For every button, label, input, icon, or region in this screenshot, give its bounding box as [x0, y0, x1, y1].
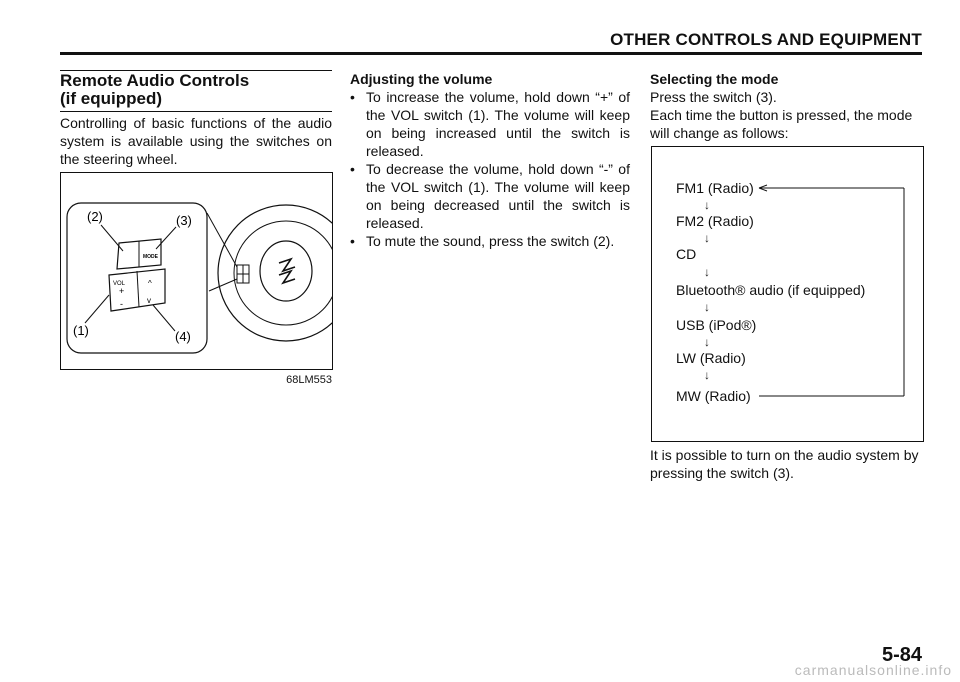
figure-code: 68LM553: [286, 374, 332, 386]
section-header: OTHER CONTROLS AND EQUIPMENT: [610, 30, 922, 49]
steering-wheel-figure: [60, 172, 333, 370]
flow-arrow-icon: ↓: [704, 265, 710, 279]
intro-paragraph: Controlling of basic functions of the audio system is available using the switches on the steering wheel.: [60, 115, 332, 167]
mode-fm2: FM2 (Radio): [676, 213, 754, 229]
mode-bluetooth: Bluetooth® audio (if equipped): [676, 282, 866, 298]
bullet-mute: • To mute the sound, press the switch (2).: [350, 232, 630, 250]
bullet-decrease-volume: • To decrease the volume, hold down “-” of the VOL switch (1). The volume will keep on being decreased until the switch is released.: [350, 160, 630, 232]
mode-usb: USB (iPod®): [676, 317, 757, 333]
header-rule: [60, 52, 922, 55]
mode-switch-text: MODE: [143, 254, 158, 260]
flow-arrow-icon: ↓: [704, 231, 710, 245]
label-1: (1): [73, 323, 89, 338]
mode-instruction-1: Press the switch (3).: [650, 89, 777, 105]
flow-arrow-icon: ↓: [704, 335, 710, 349]
section-title-line1: Remote Audio Controls: [60, 71, 250, 90]
mode-heading: Selecting the mode: [650, 71, 779, 87]
mode-flow-box: [651, 146, 924, 442]
section-title: [60, 72, 249, 108]
mode-cd: CD: [676, 246, 697, 262]
mode-instruction-2: Each time the button is pressed, the mode will change as follows:: [650, 107, 913, 141]
label-4: (4): [175, 329, 191, 344]
bullet-increase-volume: • To increase the volume, hold down “+” of the VOL switch (1). The volume will keep on being increased until the switch is released.: [350, 88, 630, 160]
up-arrow-text: ^: [148, 279, 152, 288]
mode-lw: LW (Radio): [676, 350, 746, 366]
vol-switch-text: VOL: [113, 281, 126, 287]
mode-fm1: FM1 (Radio): [676, 180, 754, 196]
flow-arrow-icon: ↓: [704, 198, 710, 212]
label-3: (3): [176, 213, 192, 228]
mode-footer-note: It is possible to turn on the audio system by pressing the switch (3).: [650, 447, 919, 481]
mode-mw: MW (Radio): [676, 388, 751, 404]
watermark: carmanualsonline.info: [794, 662, 952, 678]
vol-minus-text: -: [120, 299, 123, 309]
label-2: (2): [87, 209, 103, 224]
section-title-line2: (if equipped): [60, 89, 162, 108]
flow-arrow-icon: ↓: [704, 300, 710, 314]
steering-wheel-illustration: [61, 173, 332, 369]
page-number: 5-84: [881, 644, 922, 666]
down-arrow-text: v: [147, 296, 151, 305]
volume-heading: Adjusting the volume: [350, 71, 493, 87]
title-bottom-rule: [60, 111, 332, 112]
vol-plus-text: +: [119, 286, 125, 296]
volume-bullet-list: [350, 88, 630, 250]
flow-arrow-icon: ↓: [704, 368, 710, 382]
